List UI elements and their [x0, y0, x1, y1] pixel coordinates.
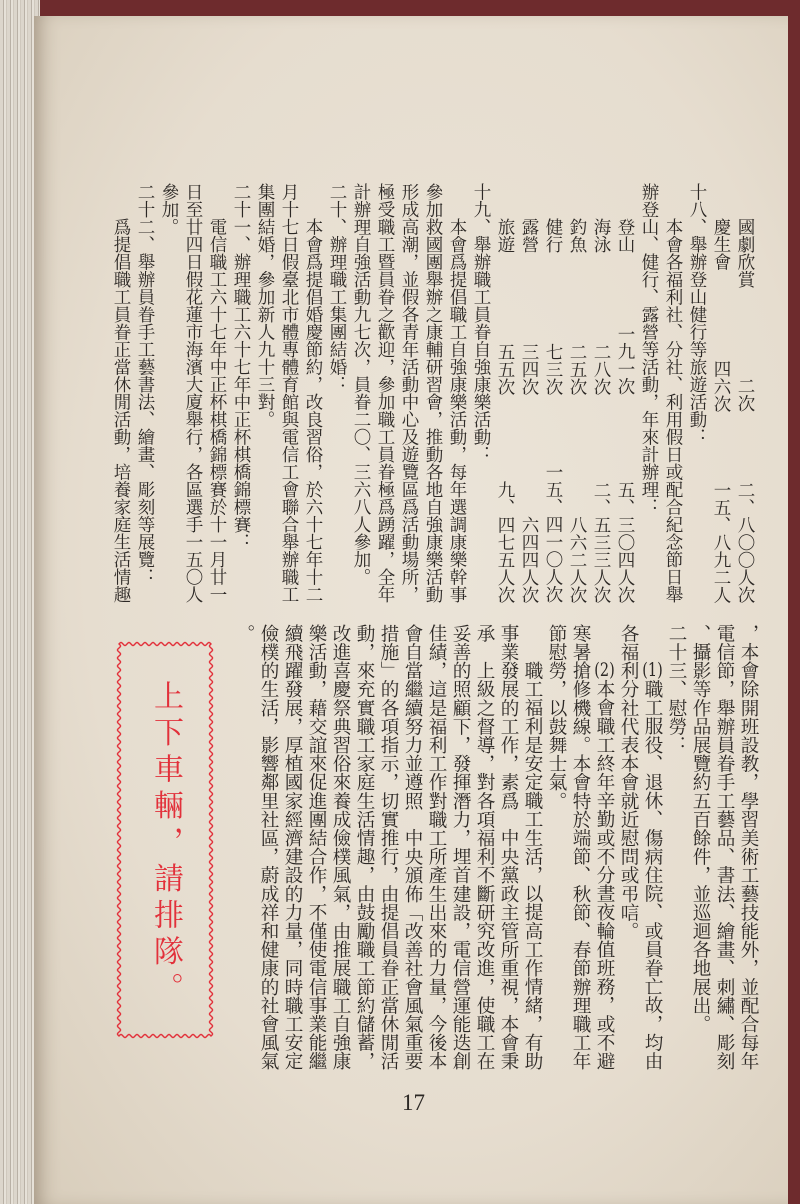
activity-count: 四六次: [711, 359, 731, 412]
activity-count: 二八次: [591, 342, 611, 395]
activity-participants: 一五、四一〇人次: [543, 463, 563, 603]
list-item-line: 寒暑搶修機線。本會特於端節、秋節、春節辦理職工年: [570, 624, 591, 1071]
paragraph-line: 、攝影等作品展覽約五百餘件，並巡迴各地展出。: [690, 624, 711, 1034]
paragraph-line: 計辦理自強活動九七次，員眷二〇、三六八人參加。: [351, 183, 371, 586]
paragraph-line: 月十七日假臺北市體專體育館與電信工會聯合舉辦職工: [279, 183, 299, 603]
activity-participants: 二、五三三人次: [591, 480, 611, 603]
paragraph-line: 參加。: [159, 183, 179, 236]
activity-participants: 一五、八九二人: [711, 480, 731, 603]
list-item-line: [592, 624, 616, 1080]
list-item-line: [640, 624, 664, 1080]
paragraph-line: 佳績，這是福利工作對職工所產生出來的力量，今後本: [426, 624, 447, 1071]
paragraph-line: 本會各福利社、分社、利用假日或配合紀念節日舉: [663, 218, 683, 603]
paragraph-line: 極受職工暨員眷之歡迎，參加職工員眷極爲踴躍，全年: [375, 183, 395, 603]
activity-participants: 五、三〇四人次: [615, 480, 635, 603]
activity-name: 登山: [615, 218, 635, 253]
activity-count: 一九一次: [615, 325, 635, 395]
lower-text-block: [232, 624, 760, 1080]
paragraph-line: 本會爲提倡職工自強康樂活動，每年選調康樂幹事: [447, 218, 467, 603]
section-heading: 十八、舉辦登山健行等旅遊活動：: [687, 183, 707, 446]
activity-row: [493, 183, 517, 613]
activity-count: 三四次: [519, 342, 539, 395]
paragraph-line: 改進喜慶祭典習俗來養成儉樸風氣，由推展職工自強康: [330, 624, 351, 1071]
paragraph-line: 電信職工六十七年中正杯棋橋錦標賽於十一月廿一: [207, 218, 227, 603]
activity-row: [517, 183, 541, 613]
activity-row: [613, 183, 637, 613]
paragraph-line: 集團結婚，參加新人九十三對。: [255, 183, 275, 428]
activity-count: 七三次: [543, 342, 563, 395]
section-heading: 二十一、辦理職工六十七年中正杯棋橋錦標賽：: [231, 183, 251, 551]
activity-participants: 九、四七五人次: [495, 480, 515, 603]
paragraph-line: 樂活動，藉交誼來促進團結合作，不僅使電信事業能繼: [306, 624, 327, 1071]
paragraph-line: 形成高潮，並假各青年活動中心及遊覽區爲活動場所，: [399, 183, 419, 603]
paragraph-line: 措施」的各項指示，切實推行，由提倡員眷正當休閒活: [378, 624, 399, 1071]
activity-name: 健行: [543, 218, 563, 253]
paragraph-line: 日至廿四日假花蓮市海濱大廈舉行，各區選手一五〇人: [183, 183, 203, 603]
list-marker: (1): [642, 661, 663, 680]
section-heading: 二十三、慰勞：: [666, 624, 687, 755]
activity-name: 釣魚: [567, 218, 587, 253]
section-heading: 十九、舉辦職工員眷自強康樂活動：: [471, 183, 491, 463]
notice-box: [115, 640, 215, 1040]
paragraph-line: 電信節，舉辦員眷手工藝品、書法、繪畫、刺繡、彫刻: [714, 624, 735, 1071]
activity-participants: 六四四人次: [519, 515, 539, 603]
paragraph-line: 。: [234, 624, 255, 643]
activity-row: [589, 183, 613, 613]
upper-text-block: [109, 183, 757, 613]
paragraph-line: 本會爲提倡婚慶節約，改良習俗，於六十七年十二: [303, 218, 323, 603]
paragraph-line: 參加救國團舉辦之康輔研習會，推動各地自強康樂活動: [423, 183, 443, 603]
list-item-line: 節慰勞，以鼓舞士氣。: [546, 624, 567, 810]
activity-participants: 二、八〇〇人次: [735, 480, 755, 603]
section-heading: 二十二、舉辦員眷手工藝書法、繪畫、彫刻等展覽：: [135, 183, 155, 586]
activity-name: 海泳: [591, 218, 611, 253]
recreation-row: [733, 183, 757, 613]
recreation-row: [709, 183, 733, 613]
activity-name: 國劇欣賞: [735, 218, 755, 288]
list-marker: (2): [594, 661, 615, 680]
section-heading: 二十、辦理職工集團結婚：: [327, 183, 347, 393]
activity-name: 慶生會: [711, 218, 731, 271]
activity-name: 旅遊: [495, 218, 515, 253]
paragraph-line: 承 上級之督導，對各項福利不斷研究改進，使職工在: [474, 624, 495, 1071]
paragraph-line: 事業發展的工作，素爲 中央黨政主管所重視，本會秉: [498, 624, 519, 1071]
list-item-text: 職工服役、退休、傷病住院、或員眷亡故，均由: [642, 679, 663, 1071]
paragraph-line: 動，來充實職工家庭生活情趣，由鼓勵職工節約儲蓄，: [354, 624, 375, 1071]
page-number: 17: [402, 1090, 425, 1115]
activity-name: 露營: [519, 218, 539, 253]
paragraph-line: ，本會除開班設教，學習美術工藝技能外，並配合每年: [738, 624, 759, 1071]
paragraph-line: 爲提倡職工員眷正當休閒活動，培養家庭生活情趣: [111, 218, 131, 603]
activity-row: [565, 183, 589, 613]
paragraph-line: 續飛躍發展，厚植國家經濟建設的力量，同時職工安定: [282, 624, 303, 1071]
activity-count: 二次: [735, 377, 755, 412]
paragraph-line: 辦登山、健行、露營等活動，年來計辦理：: [639, 183, 659, 516]
paragraph-line: 妥善的照顧下，發揮潛力，埋首建設，電信營運能迭創: [450, 624, 471, 1071]
activity-participants: 八六二人次: [567, 515, 587, 603]
activity-count: 二五次: [567, 342, 587, 395]
paragraph-line: 會自當繼續努力並遵照 中央頒佈「改善社會風氣重要: [402, 624, 423, 1071]
paragraph-line: 職工福利是安定職工生活，以提高工作情緒，有助: [522, 661, 543, 1071]
list-item-line: 各福利分社代表本會就近慰問或弔唁。: [618, 624, 639, 941]
list-item-text: 本會職工終年辛勤或不分晝夜輪值班務，或不避: [594, 679, 615, 1071]
notice-text: 上下車輛，請排隊。: [148, 680, 183, 1009]
activity-count: 五五次: [495, 342, 515, 395]
paragraph-line: 儉樸的生活，影響鄰里社區，蔚成祥和健康的社會風氣: [258, 624, 279, 1071]
activity-row: [541, 183, 565, 613]
